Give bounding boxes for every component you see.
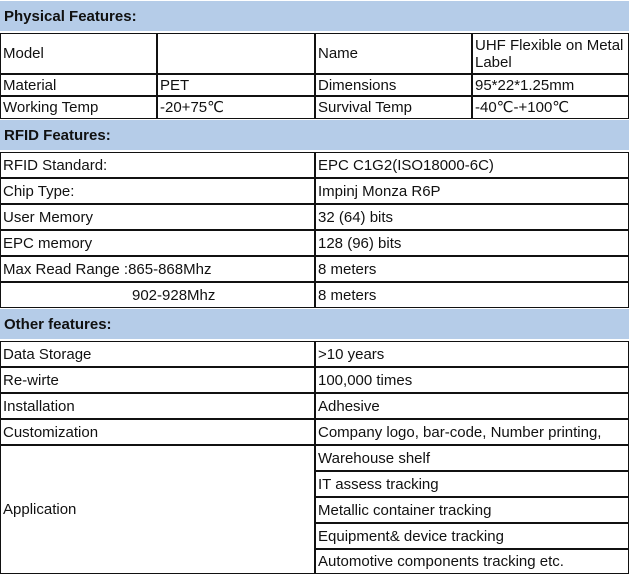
application-value: Automotive components tracking etc. [315,549,629,574]
read-range-label: Max Read Range :865-868Mhz [0,256,315,282]
application-value: Metallic container tracking [315,497,629,523]
epc-memory-label: EPC memory [0,230,315,256]
read-range-label-2: 902-928Mhz [0,282,315,308]
data-storage-label: Data Storage [0,341,315,367]
chip-type-label: Chip Type: [0,178,315,204]
dimensions-label: Dimensions [315,74,472,96]
rewrite-value: 100,000 times [315,367,629,393]
read-range-value-2: 8 meters [315,282,629,308]
physical-features-header: Physical Features: [0,0,629,32]
survival-temp-value: -40℃-+100℃ [472,96,629,119]
other-row [0,367,629,393]
rfid-row [0,152,629,178]
rewrite-label: Re-wirte [0,367,315,393]
rfid-features-header: RFID Features: [0,119,629,151]
installation-label: Installation [0,393,315,419]
read-range-value: 8 meters [315,256,629,282]
physical-row-model [0,33,629,74]
model-value [157,33,315,74]
survival-temp-label: Survival Temp [315,96,472,119]
dimensions-value: 95*22*1.25mm [472,74,629,96]
working-temp-label: Working Temp [0,96,157,119]
application-label: Application [0,445,315,574]
material-label: Material [0,74,157,96]
other-row [0,419,629,445]
rfid-row [0,256,629,282]
model-label: Model [0,33,157,74]
customization-label: Customization [0,419,315,445]
rfid-row [0,178,629,204]
rfid-row [0,282,629,308]
name-value: UHF Flexible on Metal Label [472,33,629,74]
other-features-header: Other features: [0,308,629,340]
application-value: IT assess tracking [315,471,629,497]
other-row [0,341,629,367]
working-temp-value: -20+75℃ [157,96,315,119]
other-row [0,393,629,419]
rfid-row [0,204,629,230]
chip-type-value: Impinj Monza R6P [315,178,629,204]
physical-row-temp [0,96,629,119]
application-block [0,445,629,574]
application-value: Equipment& device tracking [315,523,629,549]
customization-value: Company logo, bar-code, Number printing, [315,419,629,445]
rfid-standard-label: RFID Standard: [0,152,315,178]
data-storage-value: >10 years [315,341,629,367]
physical-row-material [0,74,629,96]
user-memory-label: User Memory [0,204,315,230]
rfid-row [0,230,629,256]
material-value: PET [157,74,315,96]
name-label: Name [315,33,472,74]
epc-memory-value: 128 (96) bits [315,230,629,256]
user-memory-value: 32 (64) bits [315,204,629,230]
installation-value: Adhesive [315,393,629,419]
application-value: Warehouse shelf [315,445,629,471]
rfid-standard-value: EPC C1G2(ISO18000-6C) [315,152,629,178]
